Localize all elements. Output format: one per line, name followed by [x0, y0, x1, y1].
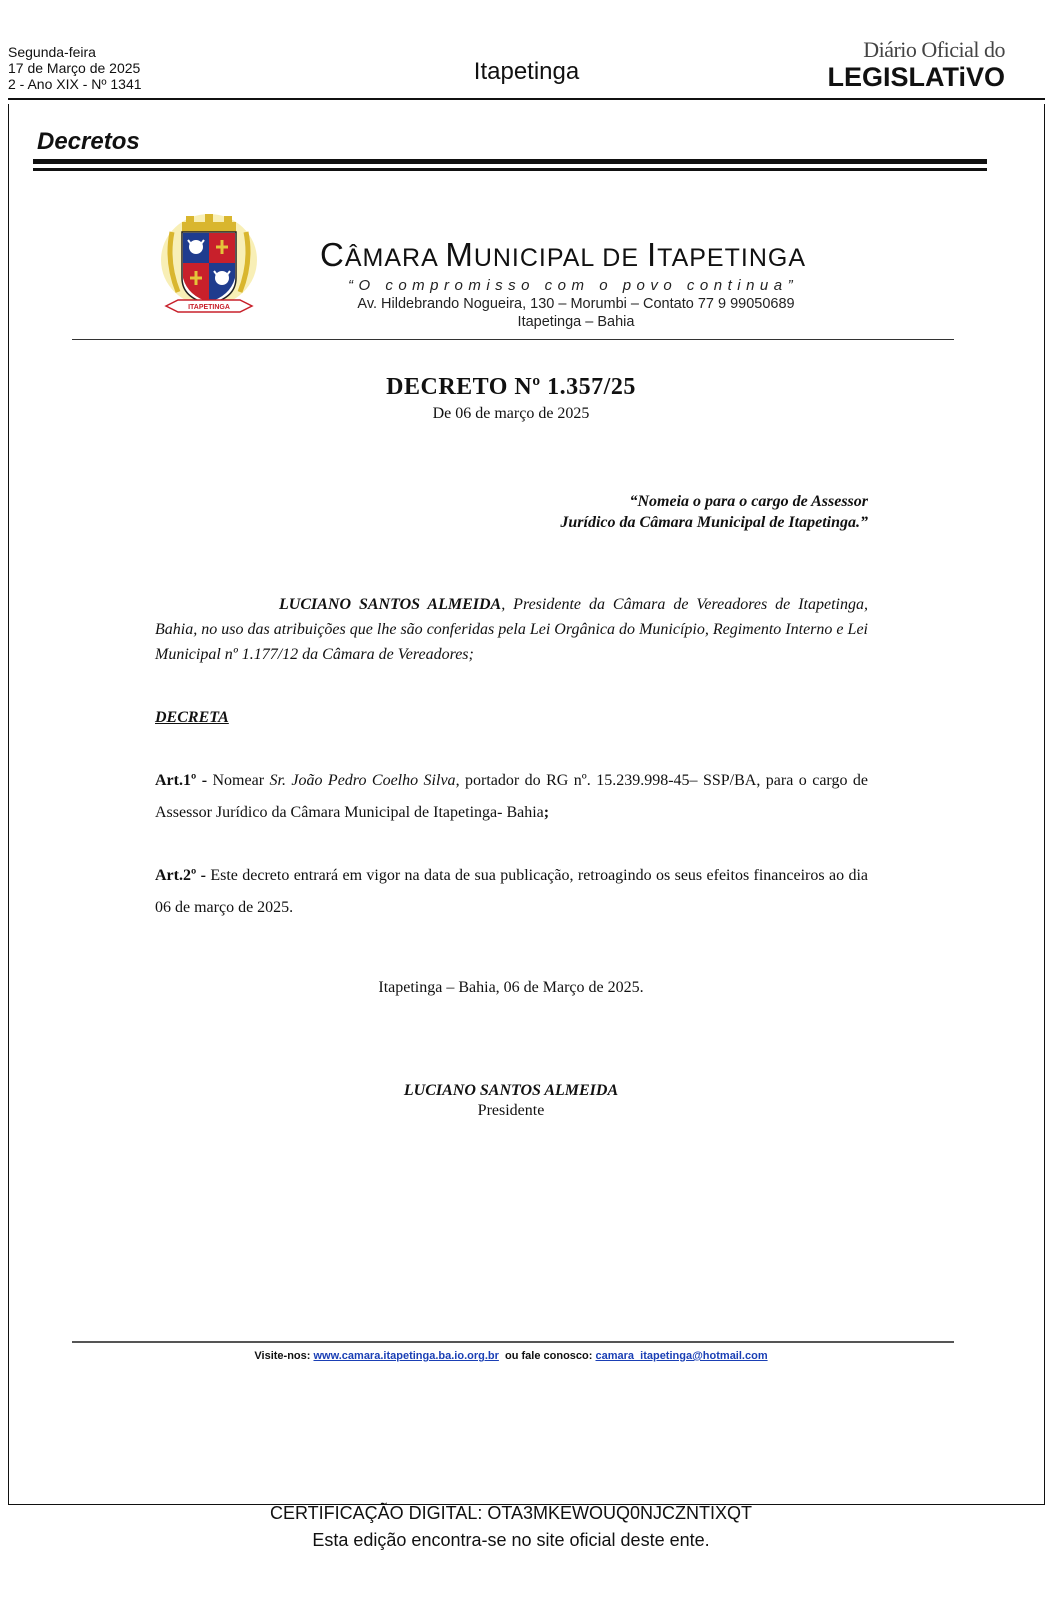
place-date: Itapetinga – Bahia, 06 de Março de 2025. — [378, 979, 644, 996]
header-divider — [8, 98, 1045, 100]
chamber-motto: “O compromisso com o povo continua” — [348, 277, 799, 294]
decree-preamble: LUCIANO SANTOS ALMEIDA, Presidente da Câmara de Vereadores de Itapetinga, Bahia, no uso das atribuições que lhe são conferidas pela Lei Orgânica do Município, Regimento Interno e Lei Municipal nº 1.177/12 da Câmara de Vereadores; — [155, 596, 868, 663]
section-rule-thin — [33, 168, 987, 171]
signer-name: LUCIANO SANTOS ALMEIDA — [403, 1082, 619, 1099]
gazette-logo — [827, 38, 1005, 92]
section-title: Decretos — [37, 128, 140, 155]
digital-certification: CERTIFICAÇÃO DIGITAL: OTA3MKEWOUQ0NJCZNTIXQT — [269, 1503, 753, 1523]
footer-divider — [72, 1341, 954, 1343]
svg-text:ITAPETINGA: ITAPETINGA — [188, 304, 230, 311]
letterhead-divider — [72, 339, 954, 340]
decree-title: DECRETO Nº 1.357/25 — [386, 374, 636, 400]
decreta-heading: DECRETA — [155, 709, 229, 726]
municipal-crest-icon — [158, 212, 260, 320]
website-link[interactable]: www.camara.itapetinga.ba.io.org.br — [313, 1350, 499, 1362]
article-1: Art.1º - Nomear Sr. João Pedro Coelho Silva, portador do RG nº. 15.239.998-45– SSP/BA, para o cargo de Assessor Jurídico da Câmara Municipal de Itapetinga- Bahia; — [155, 772, 869, 821]
gazette-header — [8, 37, 1045, 100]
preamble-name: LUCIANO SANTOS ALMEIDA — [279, 596, 502, 613]
decree-date: De 06 de março de 2025 — [432, 405, 590, 422]
edition-weekday: Segunda-feira — [8, 44, 96, 60]
email-link[interactable]: camara_itapetinga@hotmail.com — [595, 1350, 768, 1362]
edition-date: 17 de Março de 2025 — [8, 60, 141, 76]
decree-summary: “Nomeia o para o cargo de Assessor Jurídico da Câmara Municipal de Itapetinga.” — [560, 493, 868, 531]
article-2: Art.2º - Este decreto entrará em vigor na data de sua publicação, retroagindo os seus efeitos financeiros ao dia 06 de março de 2025. — [155, 867, 869, 916]
chamber-city: Itapetinga – Bahia — [517, 314, 635, 330]
section-rule-thick — [33, 159, 987, 164]
letter-footer: Visite-nos: www.camara.itapetinga.ba.io.org.br ou fale conosco: camara_itapetinga@hotmail.com — [254, 1350, 768, 1362]
gazette-city: Itapetinga — [473, 58, 580, 85]
gazette-logo-main: LEGISLATiVO — [827, 62, 1005, 92]
edition-issue: 2 - Ano XIX - Nº 1341 — [8, 76, 142, 92]
certification-note: Esta edição encontra-se no site oficial deste ente. — [312, 1530, 710, 1550]
chamber-title: CÂMARA MUNICIPAL DE ITAPETINGA — [320, 236, 806, 273]
gazette-logo-top: Diário Oficial do — [863, 37, 1005, 62]
chamber-address: Av. Hildebrando Nogueira, 130 – Morumbi – Contato 77 9 99050689 — [357, 296, 795, 312]
signer-role: Presidente — [477, 1102, 545, 1119]
